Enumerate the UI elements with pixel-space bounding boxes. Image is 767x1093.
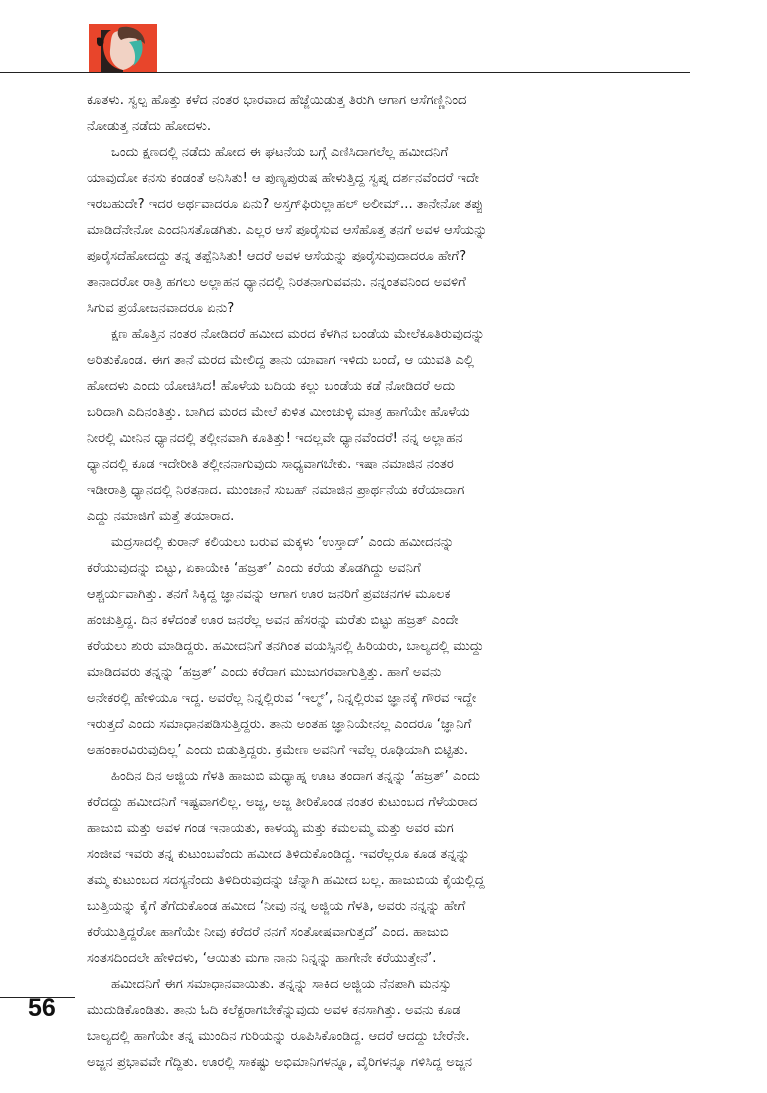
- text-line: ಅಹಂಕಾರವಿರುವುದಿಲ್ಲ’ ಎಂದು ಬಿಡುತ್ತಿದ್ದರು. ಕ್ರಮೇಣ ಅವನಿಗೆ ಇವೆಲ್ಲ ರೂಢಿಯಾಗಿ ಬಿಟ್ಟಿತು.: [87, 743, 469, 758]
- text-line: ಸಂಜೀವ ಇವರು ತನ್ನ ಕುಟುಂಬವೆಂದು ಹಮೀದ ತಿಳಿದುಕೊಂಡಿದ್ದ. ಇವರೆಲ್ಲರೂ ಕೂಡ ತನ್ನನ್ನು: [87, 847, 470, 862]
- text-line: ಬುತ್ತಿಯನ್ನು ಕೈಗೆ ತೆಗೆದುಕೊಂಡ ಹಮೀದ ‘ನೀವು ನನ್ನ ಅಜ್ಜಿಯ ಗೆಳತಿ, ಅವರು ನನ್ನನ್ನು ಹೇಗೆ: [87, 899, 466, 914]
- header-divider: [0, 72, 690, 73]
- logo-illustration-icon: [89, 24, 157, 72]
- text-line: ಇರುತ್ತದೆ ಎಂದು ಸಮಾಧಾನಪಡಿಸುತ್ತಿದ್ದರು. ತಾನು ಅಂತಹ ಜ್ಞಾನಿಯೇನಲ್ಲ ಎಂದರೂ ‘ಜ್ಞಾನಿಗೆ: [87, 717, 472, 732]
- text-line: ಕರೆಯುತ್ತಿದ್ದರೋ ಹಾಗೆಯೇ ನೀವು ಕರೆದರೆ ನನಗೆ ಸಂತೋಷವಾಗುತ್ತದೆ’ ಎಂದ. ಹಾಜುಬಿ: [87, 925, 449, 940]
- text-line: ಬಾಲ್ಯದಲ್ಲಿ ಹಾಗೆಯೇ ತನ್ನ ಮುಂದಿನ ಗುರಿಯನ್ನು ರೂಪಿಸಿಕೊಂಡಿದ್ದ. ಆದರೆ ಆದದ್ದು ಬೇರೆನೇ.: [87, 1029, 470, 1044]
- text-line: ಕೂತಳು. ಸ್ವಲ್ಪ ಹೊತ್ತು ಕಳೆದ ನಂತರ ಭಾರವಾದ ಹೆಜ್ಜೆಯಿಡುತ್ತ ತಿರುಗಿ ಆಗಾಗ ಆಸೆಗಣ್ಣಿನಿಂದ: [87, 93, 467, 108]
- text-line: ತಮ್ಮ ಕುಟುಂಬದ ಸದಸ್ಯನೆಂದು ತಿಳಿದಿರುವುದನ್ನು ಚೆನ್ನಾಗಿ ಹಮೀದ ಬಲ್ಲ. ಹಾಜುಬಿಯ ಕೈಯಲ್ಲಿದ್ದ: [87, 873, 485, 888]
- text-line: ಹಮೀದನಿಗೆ ಈಗ ಸಮಾಧಾನವಾಯಿತು. ತನ್ನನ್ನು ಸಾಕಿದ ಅಜ್ಜಿಯ ನೆನಪಾಗಿ ಮನಸ್ಸು: [111, 977, 452, 992]
- text-line: ಬರಿದಾಗಿ ಎದಿನಂತಿತ್ತು. ಬಾಗಿದ ಮರದ ಮೇಲೆ ಕುಳಿತ ಮೀಂಚುಳ್ಳಿ ಮಾತ್ರ ಹಾಗೆಯೇ ಹೊಳೆಯ: [87, 405, 470, 420]
- page-number: 56: [28, 994, 56, 1022]
- text-line: ನೀರಲ್ಲಿ ಮೀನಿನ ಧ್ಯಾನದಲ್ಲಿ ತಲ್ಲೀನವಾಗಿ ಕೂತಿತ್ತು! ಇದಲ್ಲವೇ ಧ್ಯಾನವೆಂದರೆ! ನನ್ನ ಅಲ್ಲಾಹನ: [87, 431, 463, 446]
- article-body: [87, 88, 683, 1076]
- text-line: ಇರಬಹುದೇ? ಇದರ ಅರ್ಥವಾದರೂ ಏನು? ಅಸ್ತಗ್‌ಫಿರುಲ್ಲಾಹಲ್ ಅಲೀಮ್... ತಾನೇನೋ ತಪ್ಪು: [87, 197, 484, 212]
- text-line: ಪೂರೈಸದೆಹೋದದ್ದು ತನ್ನ ತಪ್ಪೆನಿಸಿತು! ಆದರೆ ಅವಳ ಆಸೆಯನ್ನು ಪೂರೈಸುವುದಾದರೂ ಹೇಗೆ?: [87, 249, 467, 264]
- text-line: ತಾನಾದರೋ ರಾತ್ರಿ ಹಗಲು ಅಲ್ಲಾಹನ ಧ್ಯಾನದಲ್ಲಿ ನಿರತನಾಗುವವನು. ನನ್ನಂತವನಿಂದ ಅವಳಿಗೆ: [87, 275, 466, 290]
- text-line: ಧ್ಯಾನದಲ್ಲಿ ಕೂಡ ಇದೇರೀತಿ ತಲ್ಲೀನನಾಗುವುದು ಸಾಧ್ಯವಾಗಬೇಕು. ಇಷಾ ನಮಾಜಿನ ನಂತರ: [87, 457, 454, 472]
- text-line: ಮುದುಡಿಕೊಂಡಿತು. ತಾನು ಓದಿ ಕಲೆಕ್ಟರಾಗಬೇಕೆನ್ನುವುದು ಅವಳ ಕನಸಾಗಿತ್ತು. ಅವನು ಕೂಡ: [87, 1003, 461, 1018]
- text-line: ನೋಡುತ್ತ ನಡೆದು ಹೋದಳು.: [87, 119, 212, 134]
- text-line: ಹಿಂದಿನ ದಿನ ಅಜ್ಜಿಯ ಗೆಳತಿ ಹಾಜುಬಿ ಮಧ್ಯಾಹ್ನ ಊಟ ತಂದಾಗ ತನ್ನನ್ನು ‘ಹಜ್ರತ್’ ಎಂದು: [111, 769, 480, 784]
- text-line: ಆಶ್ಚರ್ಯವಾಗಿತ್ತು. ತನಗೆ ಸಿಕ್ಕಿದ್ದ ಜ್ಞಾನವನ್ನು ಆಗಾಗ ಊರ ಜನರಿಗೆ ಪ್ರವಚನಗಳ ಮೂಲಕ: [87, 587, 451, 602]
- text-line: ಸಂತಸದಿಂದಲೇ ಹೇಳಿದಳು, ‘ಆಯಿತು ಮಗಾ ನಾನು ನಿನ್ನನ್ನು ಹಾಗೇನೇ ಕರೆಯುತ್ತೇನೆ’.: [87, 951, 437, 966]
- text-line: ಹಾಜುಬಿ ಮತ್ತು ಅವಳ ಗಂಡ ಇನಾಯತು, ಕಾಳಯ್ಯ ಮತ್ತು ಕಮಲಮ್ಮ ಮತ್ತು ಅವರ ಮಗ: [87, 821, 454, 836]
- magazine-logo: [89, 24, 157, 72]
- text-line: ಸಿಗುವ ಪ್ರಯೋಜನವಾದರೂ ಏನು?: [87, 301, 235, 316]
- text-line: ಅನೇಕರಲ್ಲಿ ಹೇಳಿಯೂ ಇದ್ದ. ಅವರೆಲ್ಲ ನಿನ್ನಲ್ಲಿರುವ ‘ಇಲ್ಮ್’, ನಿನ್ನಲ್ಲಿರುವ ಜ್ಞಾನಕ್ಕೆ ಗೌರವ ಇದ್ದೇ: [87, 691, 477, 706]
- text-line: ಒಂದು ಕ್ಷಣದಲ್ಲಿ ನಡೆದು ಹೋದ ಈ ಘಟನೆಯ ಬಗ್ಗೆ ಎಣಿಸಿದಾಗಲೆಲ್ಲ ಹಮೀದನಿಗೆ: [111, 145, 449, 160]
- text-line: ಕರೆಯಲು ಶುರು ಮಾಡಿದ್ದರು. ಹಮೀದನಿಗೆ ತನಗಿಂತ ವಯಸ್ಸಿನಲ್ಲಿ ಹಿರಿಯರು, ಬಾಲ್ಯದಲ್ಲಿ ಮುದ್ದು: [87, 639, 484, 654]
- text-line: ಎದ್ದು ನಮಾಜಿಗೆ ಮತ್ತೆ ತಯಾರಾದ.: [87, 509, 235, 524]
- text-line: ಅಜ್ಜನ ಪ್ರಭಾವವೇ ಗೆದ್ದಿತು. ಊರಲ್ಲಿ ಸಾಕಷ್ಟು ಅಭಿಮಾನಿಗಳನ್ನೂ, ವೈರಿಗಳನ್ನೂ ಗಳಿಸಿದ್ದ ಅಜ್ಜನ: [87, 1055, 473, 1070]
- text-line: ಮಾಡಿದವರು ತನ್ನನ್ನು ‘ಹಜ್ರತ್’ ಎಂದು ಕರೆದಾಗ ಮುಜುಗರವಾಗುತ್ತಿತ್ತು. ಹಾಗೆ ಅವನು: [87, 665, 442, 680]
- text-line: ಕರೆಯುವುದನ್ನು ಬಿಟ್ಟು, ಏಕಾಯೇಕಿ ‘ಹಜ್ರತ್’ ಎಂದು ಕರೆಯ ತೊಡಗಿದ್ದು ಅವನಿಗೆ: [87, 561, 421, 576]
- text-line: ಅರಿತುಕೊಂಡ. ಈಗ ತಾನೆ ಮರದ ಮೇಲಿದ್ದ ತಾನು ಯಾವಾಗ ಇಳಿದು ಬಂದೆ, ಆ ಯುವತಿ ಎಲ್ಲಿ: [87, 353, 474, 368]
- text-line: ಇಡೀರಾತ್ರಿ ಧ್ಯಾನದಲ್ಲಿ ನಿರತನಾದ. ಮುಂಜಾನೆ ಸುಬಹ್ ನಮಾಜಿನ ಪ್ರಾರ್ಥನೆಯ ಕರೆಯಾದಾಗ: [87, 483, 465, 498]
- text-line: ಮದ್ರಸಾದಲ್ಲಿ ಕುರಾನ್ ಕಲಿಯಲು ಬರುವ ಮಕ್ಕಳು ‘ಉಸ್ತಾದ್’ ಎಂದು ಹಮೀದನನ್ನು: [111, 535, 455, 550]
- text-line: ಮಾಡಿದೆನೇನೋ ಎಂದನಿಸತೊಡಗಿತು. ಎಲ್ಲರ ಆಸೆ ಪೂರೈಸುವ ಆಸೆಹೊತ್ತ ತನಗೆ ಅವಳ ಆಸೆಯನ್ನು: [87, 223, 488, 238]
- text-line: ಕರೆದದ್ದು ಹಮೀದನಿಗೆ ಇಷ್ಟವಾಗಲಿಲ್ಲ. ಅಜ್ಜ, ಅಜ್ಜ ತೀರಿಕೊಂಡ ನಂತರ ಕುಟುಂಬದ ಗೆಳೆಯರಾದ: [87, 795, 478, 810]
- text-line: ಕ್ಷಣ ಹೊತ್ತಿನ ನಂತರ ನೋಡಿದರೆ ಹಮೀದ ಮರದ ಕೆಳಗಿನ ಬಂಡೆಯ ಮೇಲೆಕೂತಿರುವುದನ್ನು: [111, 327, 485, 342]
- text-line: ಯಾವುದೋ ಕನಸು ಕಂಡಂತೆ ಅನಿಸಿತು! ಆ ಪುಣ್ಯಪುರುಷ ಹೇಳುತ್ತಿದ್ದ ಸ್ವಪ್ನ ದರ್ಶನವೆಂದರೆ ಇದೇ: [87, 171, 479, 186]
- text-line: ಹಂಚುತ್ತಿದ್ದ. ದಿನ ಕಳೆದಂತೆ ಊರ ಜನರೆಲ್ಲ ಅವನ ಹೆಸರನ್ನು ಮರೆತು ಬಿಟ್ಟು ಹಜ್ರತ್ ಎಂದೇ: [87, 613, 459, 628]
- text-line: ಹೋದಳು ಎಂದು ಯೋಚಿಸಿದ! ಹೊಳೆಯ ಬದಿಯ ಕಲ್ಲು ಬಂಡೆಯ ಕಡೆ ನೋಡಿದರೆ ಅದು: [87, 379, 456, 394]
